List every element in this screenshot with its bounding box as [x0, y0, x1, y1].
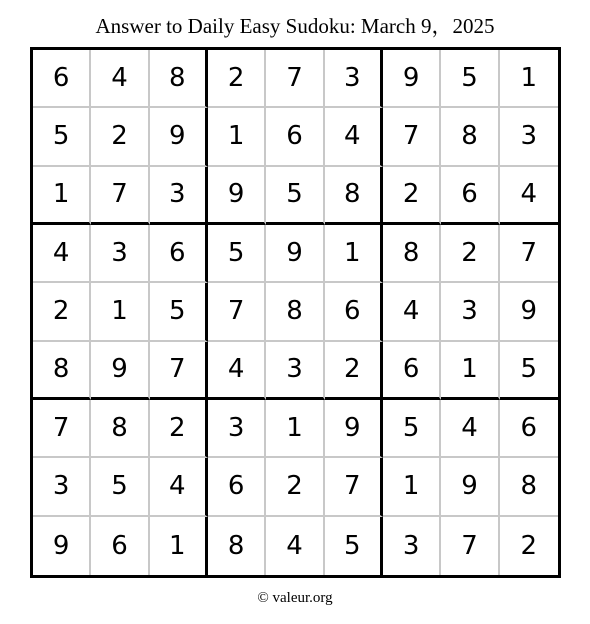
sudoku-cell-r2-c6: 4: [325, 108, 383, 166]
sudoku-cell-r8-c4: 6: [208, 458, 266, 516]
sudoku-cell-r4-c4: 5: [208, 225, 266, 283]
sudoku-cell-r4-c9: 7: [500, 225, 558, 283]
sudoku-cell-r1-c9: 1: [500, 50, 558, 108]
sudoku-cell-r8-c8: 9: [441, 458, 499, 516]
sudoku-cell-r2-c8: 8: [441, 108, 499, 166]
sudoku-cell-r8-c7: 1: [383, 458, 441, 516]
sudoku-cell-r3-c3: 3: [150, 167, 208, 225]
sudoku-cell-r3-c6: 8: [325, 167, 383, 225]
sudoku-cell-r9-c6: 5: [325, 517, 383, 575]
sudoku-cell-r3-c8: 6: [441, 167, 499, 225]
sudoku-cell-r5-c2: 1: [91, 283, 149, 341]
sudoku-cell-r1-c2: 4: [91, 50, 149, 108]
sudoku-cell-r2-c9: 3: [500, 108, 558, 166]
sudoku-cell-r1-c5: 7: [266, 50, 324, 108]
sudoku-cell-r5-c7: 4: [383, 283, 441, 341]
sudoku-cell-r1-c1: 6: [33, 50, 91, 108]
sudoku-cell-r7-c2: 8: [91, 400, 149, 458]
sudoku-cell-r9-c9: 2: [520, 530, 538, 561]
sudoku-cell-r5-c9: 9: [500, 283, 558, 341]
sudoku-cell-r8-c6: 7: [325, 458, 383, 516]
sudoku-cell-r6-c5: 3: [266, 342, 324, 400]
sudoku-cell-r7-c4: 3: [208, 400, 266, 458]
sudoku-cell-r6-c7: 6: [383, 342, 441, 400]
sudoku-cell-r2-c5: 6: [266, 108, 324, 166]
sudoku-cell-r4-c3: 6: [150, 225, 208, 283]
sudoku-cell-r2-c2: 2: [91, 108, 149, 166]
sudoku-cell-r5-c3: 5: [150, 283, 208, 341]
sudoku-cell-r7-c9: 6: [500, 400, 558, 458]
sudoku-cell-r7-c7: 5: [383, 400, 441, 458]
sudoku-cell-r9-c3: 1: [150, 517, 208, 575]
sudoku-cell-r2-c7: 7: [383, 108, 441, 166]
sudoku-cell-r3-c1: 1: [33, 167, 91, 225]
sudoku-cell-r2-c1: 5: [33, 108, 91, 166]
sudoku-cell-r6-c3: 7: [150, 342, 208, 400]
sudoku-cell-r9-c5: 4: [266, 517, 324, 575]
sudoku-cell-r3-c4: 9: [208, 167, 266, 225]
sudoku-cell-r3-c2: 7: [91, 167, 149, 225]
sudoku-cell-r2-c4: 1: [208, 108, 266, 166]
sudoku-cell-r9-c7: 3: [383, 517, 441, 575]
sudoku-cell-r6-c1: 8: [33, 342, 91, 400]
sudoku-cell-r4-c2: 3: [91, 225, 149, 283]
sudoku-cell-r5-c6: 6: [325, 283, 383, 341]
sudoku-cell-r3-c9: 4: [500, 167, 558, 225]
sudoku-cell-r6-c8: 1: [441, 342, 499, 400]
sudoku-cell-r7-c8: 4: [441, 400, 499, 458]
sudoku-cell-r5-c1: 2: [33, 283, 91, 341]
sudoku-cell-r5-c5: 8: [266, 283, 324, 341]
sudoku-cell-r8-c3: 4: [150, 458, 208, 516]
sudoku-cell-r8-c2: 5: [91, 458, 149, 516]
sudoku-cell-r4-c6: 1: [325, 225, 383, 283]
sudoku-cell-r4-c5: 9: [266, 225, 324, 283]
sudoku-cell-r4-c1: 4: [33, 225, 91, 283]
sudoku-cell-r7-c3: 2: [150, 400, 208, 458]
sudoku-cell-r7-c6: 9: [325, 400, 383, 458]
copyright-footer: © valeur.org: [257, 590, 333, 606]
sudoku-cell-r7-c5: 1: [266, 400, 324, 458]
sudoku-cell-r9-c8: 7: [441, 517, 499, 575]
sudoku-cell-r9-c2: 6: [91, 517, 149, 575]
sudoku-cell-r6-c4: 4: [208, 342, 266, 400]
sudoku-cell-r9-c1: 9: [33, 517, 91, 575]
sudoku-cell-r1-c3: 8: [150, 50, 208, 108]
sudoku-cell-r1-c4: 2: [208, 50, 266, 108]
sudoku-cell-r7-c1: 7: [33, 400, 91, 458]
sudoku-cell-r8-c5: 2: [266, 458, 324, 516]
sudoku-cell-r1-c7: 9: [383, 50, 441, 108]
sudoku-cell-r3-c5: 5: [266, 167, 324, 225]
sudoku-cell-r8-c1: 3: [33, 458, 91, 516]
sudoku-cell-r4-c7: 8: [383, 225, 441, 283]
sudoku-cell-r1-c8: 5: [441, 50, 499, 108]
page-title: Answer to Daily Easy Sudoku: March 9，2025: [95, 14, 495, 38]
sudoku-board: [30, 47, 561, 578]
sudoku-cell-r4-c8: 2: [441, 225, 499, 283]
sudoku-cell-r6-c2: 9: [91, 342, 149, 400]
sudoku-cell-r5-c8: 3: [441, 283, 499, 341]
sudoku-cell-r5-c4: 7: [208, 283, 266, 341]
sudoku-cell-r9-c4: 8: [208, 517, 266, 575]
sudoku-cell-r6-c6: 2: [325, 342, 383, 400]
sudoku-cell-r2-c3: 9: [150, 108, 208, 166]
sudoku-cell-r8-c9: 8: [500, 458, 558, 516]
sudoku-cell-r3-c7: 2: [383, 167, 441, 225]
sudoku-cell-r6-c9: 5: [500, 342, 558, 400]
sudoku-cell-r1-c6: 3: [325, 50, 383, 108]
